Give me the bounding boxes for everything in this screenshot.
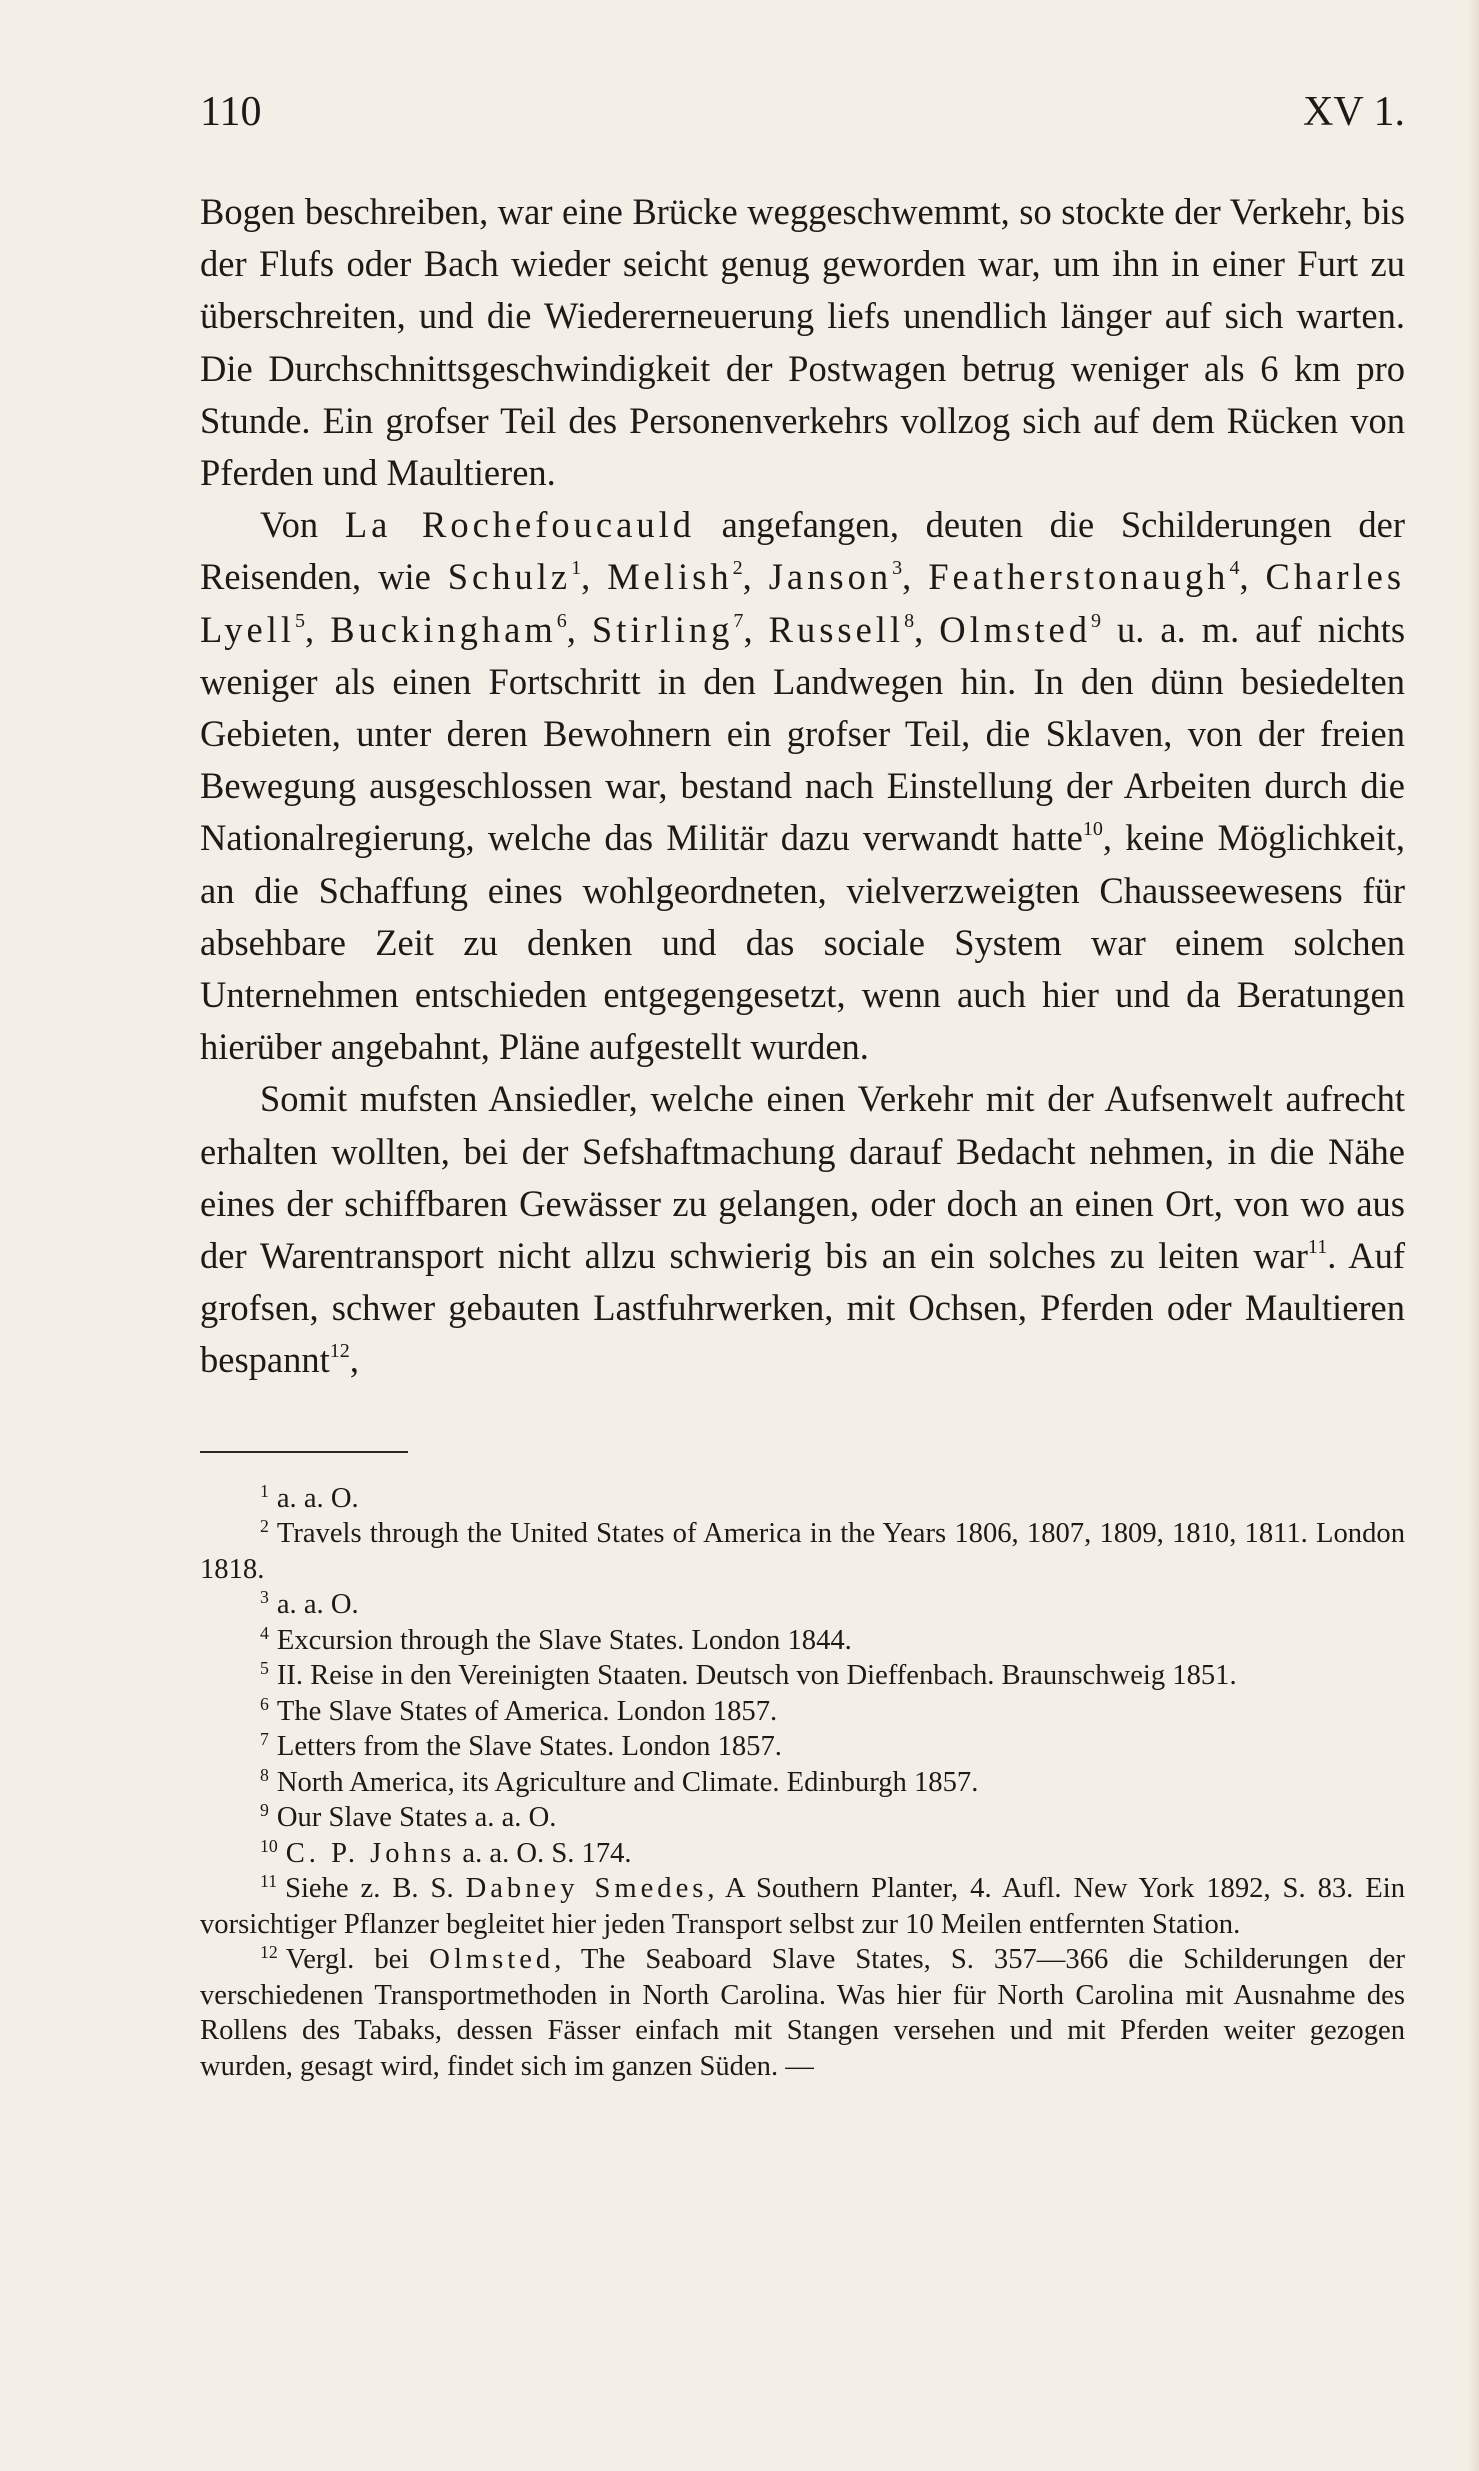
text-run: Somit mufsten Ansiedler, welche einen Verkehr mit der Aufsenwelt aufrecht erhalten wollten, bei der Sefshaftmachung darauf Bedacht nehmen, in die Nähe eines der schiffbaren Gewässer zu gelangen, oder doch an einen Ort, von wo aus der Warentransport nicht allzu schwierig bis an ein solches zu leiten war: [200, 1078, 1405, 1277]
footnote-text: , A Southern Planter, 4. Aufl. New York 1892, S. 83. Ein vorsichtiger Pflanzer begleitet hier jeden Transport selbst zur 10 Meilen entfernten Station.: [200, 1873, 1405, 1940]
footnote-text: Siehe z. B. S.: [285, 1873, 466, 1905]
footnote-text: The Slave States of America. London 1857.: [276, 1695, 778, 1727]
page-number: 110: [200, 89, 262, 135]
text-run: . Auf grofsen, schwer gebauten Lastfuhrwerken, mit Ochsen, Pferden oder Maultieren bespannt: [200, 1235, 1405, 1381]
footnote-number: 8: [260, 1764, 269, 1785]
footnote-ref[interactable]: 12: [329, 1340, 350, 1363]
footnote-8: [200, 1765, 1405, 1801]
text-run: ,: [914, 608, 940, 650]
book-page: [200, 88, 1405, 2084]
footnote-text: a. a. O.: [276, 1589, 359, 1621]
footnote-7: [200, 1729, 1405, 1765]
text-run: ,: [566, 608, 592, 650]
footnote-text: Excursion through the Slave States. London 1844.: [276, 1624, 852, 1656]
footnote-author: C. P. Johns: [285, 1837, 456, 1869]
footnote-number: 12: [260, 1942, 278, 1963]
footnote-number: 5: [260, 1658, 269, 1679]
footnote-ref[interactable]: 11: [1307, 1236, 1328, 1259]
author-name: La Rochefoucauld: [344, 504, 695, 546]
footnote-number: 6: [260, 1693, 269, 1714]
author-name: Stirling: [591, 608, 734, 650]
paragraph-1: Bogen beschreiben, war eine Brücke weggeschwemmt, so stockte der Verkehr, bis der Flufs oder Bach wieder seicht genug geworden war, um ihn in einer Furt zu überschreiten, und die Wiedererneuerung liefs unendlich länger auf sich warten. Die Durchschnittsgeschwindigkeit der Postwagen betrug weniger als 6 km pro Stunde. Ein grofser Teil des Personenverkehrs vollzog sich auf dem Rücken von Pferden und Maultieren.: [200, 191, 1405, 494]
author-name: Olmsted: [939, 608, 1091, 650]
footnote-text: North America, its Agriculture and Climate. Edinburgh 1857.: [276, 1766, 979, 1798]
footnote-number: 4: [260, 1622, 269, 1643]
footnote-text: II. Reise in den Vereinigten Staaten. Deutsch von Dieffenbach. Braunschweig 1851.: [276, 1660, 1237, 1692]
footnote-number: 2: [260, 1516, 269, 1537]
footnote-12: [200, 1942, 1405, 2084]
page-edge-shadow: [1467, 0, 1479, 2471]
author-name: Melish: [607, 556, 733, 598]
footnote-10: [200, 1836, 1405, 1872]
footnote-text: Letters from the Slave States. London 1857.: [276, 1731, 782, 1763]
text-run: Von: [260, 504, 345, 546]
footnote-ref[interactable]: 2: [732, 557, 743, 580]
text-run: , keine Möglichkeit, an die Schaffung eines wohlgeordneten, vielverzweigten Chausseewesens für absehbare Zeit zu denken und das sociale System war einem solchen Unternehmen entschieden entgegengesetzt, wenn auch hier und da Beratungen hierüber angebahnt, Pläne aufgestellt wurden.: [200, 817, 1405, 1068]
footnote-1: [200, 1481, 1405, 1517]
footnote-number: 3: [260, 1587, 269, 1608]
text-run: ,: [743, 608, 769, 650]
footnote-text: Vergl. bei: [285, 1944, 430, 1976]
main-text: [200, 186, 1405, 1387]
text-run: ,: [305, 608, 331, 650]
footnote-ref[interactable]: 3: [892, 557, 903, 580]
footnote-text: Our Slave States a. a. O.: [276, 1802, 557, 1834]
text-run: ,: [1239, 556, 1266, 598]
footnote-ref[interactable]: 7: [733, 609, 744, 632]
paragraph-2: [200, 499, 1405, 1073]
footnote-author: Olmsted: [429, 1944, 555, 1976]
footnote-text: a. a. O.: [276, 1482, 359, 1514]
footnote-divider: [200, 1451, 408, 1453]
footnote-9: [200, 1800, 1405, 1836]
footnote-ref[interactable]: 10: [1082, 818, 1103, 841]
text-run: u. a. m. auf nichts weniger als einen Fortschritt in den Landwegen hin. In den dünn besiedelten Gebieten, unter deren Bewohnern ein grofser Teil, die Sklaven, von der freien Bewegung ausgeschlossen war, bestand nach Einstellung der Arbeiten durch die Nationalregierung, welche das Militär dazu verwandt hatte: [200, 608, 1406, 859]
footnote-ref[interactable]: 5: [295, 609, 306, 632]
page-header: [200, 88, 1405, 148]
footnote-4: [200, 1623, 1405, 1659]
footnote-5: [200, 1658, 1405, 1694]
footnote-text: , The Seaboard Slave States, S. 357—366 die Schilderungen der verschiedenen Transportmethoden in North Carolina. Was hier für North Carolina mit Ausnahme des Rollens des Tabaks, dessen Fässer einfach mit Stangen versehen und mit Pferden weiter gezogen wurden, gesagt wird, findet sich im ganzen Süden. —: [200, 1944, 1406, 2082]
author-name: Charles Lyell: [200, 556, 1406, 650]
footnote-number: 10: [260, 1835, 278, 1856]
footnote-number: 7: [260, 1729, 269, 1750]
footnote-text: a. a. O. S. 174.: [455, 1837, 632, 1869]
author-name: Schulz: [447, 556, 572, 598]
paragraph-3: [200, 1073, 1405, 1386]
footnote-ref[interactable]: 1: [571, 557, 582, 580]
footnote-11: [200, 1871, 1405, 1942]
footnote-2: [200, 1516, 1405, 1587]
footnote-number: 1: [260, 1480, 269, 1501]
footnote-ref[interactable]: 6: [556, 609, 567, 632]
text-run: ,: [902, 556, 929, 598]
footnote-3: [200, 1587, 1405, 1623]
author-name: Russell: [768, 608, 905, 650]
text-run: ,: [349, 1339, 359, 1381]
signature-mark: XV 1.: [1303, 89, 1405, 135]
footnote-ref[interactable]: 8: [904, 609, 915, 632]
author-name: Buckingham: [330, 608, 557, 650]
author-name: Featherstonaugh: [928, 556, 1230, 598]
footnote-number: 11: [260, 1871, 278, 1892]
text-run: ,: [581, 556, 608, 598]
footnote-author: Dabney Smedes: [465, 1873, 708, 1905]
author-name: Janson: [768, 556, 893, 598]
footnote-ref[interactable]: 9: [1090, 609, 1101, 632]
text-run: ,: [742, 556, 769, 598]
footnote-ref[interactable]: 4: [1229, 557, 1240, 580]
footnotes: [200, 1481, 1405, 2085]
text-run: angefangen, deuten die Schilderungen der Reisenden, wie: [200, 504, 1405, 598]
footnote-text: Travels through the United States of America in the Years 1806, 1807, 1809, 1810, 1811. London 1818.: [200, 1518, 1405, 1585]
footnote-6: [200, 1694, 1405, 1730]
footnote-number: 9: [260, 1800, 269, 1821]
